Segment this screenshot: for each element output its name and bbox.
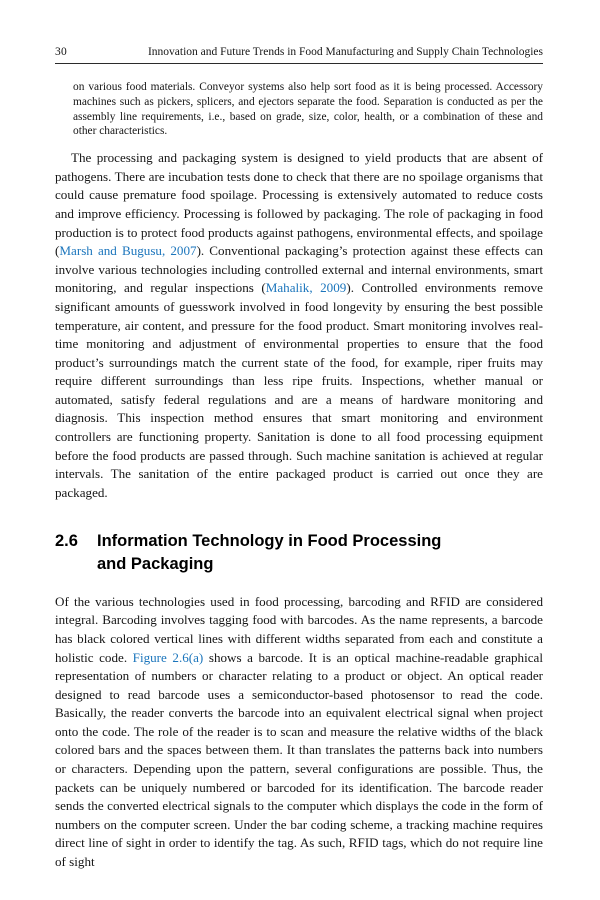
running-title: Innovation and Future Trends in Food Manufacturing and Supply Chain Technologies: [147, 46, 543, 58]
paragraph-text: shows a barcode. It is an optical machine-readable graphical representation of numbers or character relating to a product or object. An optical reader designed to read barcode uses a semiconductor-based photosensor to read the code. Basically, the reader converts the barcode into an equivalent electrical signal when project onto the code. The role of the reader is to scan and measure the relative widths of the black colored bars and the spaces between them. It than translates the patterns back into numbers or characters. Depending upon the pattern, several configurations are possible. Thus, the packets can be uniquely numbered or barcoded for its identification. The barcode reader sends the converted electrical signals to the computer which displays the code in the form of numbers on the computer screen. Under the bar coding scheme, a tracking machine requires direct line of sight in order to identify the tag. As such, RFID tags, which do not require line of sight: [55, 649, 543, 869]
quote-block: on various food materials. Conveyor systems also help sort food as it is being processed. Accessory machines such as pickers, splicers, and ejectors separate the food. Separation is conducted as per the assembly line requirements, i.e., based on grade, size, color, health, or a combination of these and other characteristics.: [73, 81, 543, 138]
page-number: 30: [55, 46, 67, 58]
paragraph-text: The processing and packaging system is designed to yield products that are absent of pathogens. There are incubation tests done to check that there are no spoilage organisms that could cause premature food spoilage. Processing is extensively automated to reduce costs and improve efficiency. Processing is followed by packaging. The role of packaging in food production is to protect food products against pathogens, environmental effects, and spoilage (: [55, 150, 543, 259]
section-title: Information Technology in Food Processing and Packaging: [97, 532, 442, 573]
section-number: 2.6: [55, 532, 78, 551]
paragraph-text: Of the various technologies used in food processing, barcoding and RFID are considered integral. Barcoding involves tagging food with barcodes. As the name represents, a barcode has black colored vertical lines with different widths separated from each and constitute a holistic code.: [55, 593, 543, 665]
citation-marsh-bugusu-link[interactable]: Marsh and Bugusu, 2007: [59, 243, 197, 259]
page-header: [55, 46, 543, 64]
citation-mahalik-link[interactable]: Mahalik, 2009: [265, 280, 347, 296]
paragraph-barcoding-rfid: [55, 593, 543, 872]
section-heading: [55, 530, 543, 575]
paragraph-text: ). Conventional packaging’s protection against these effects can involve various technologies including controlled external and internal environments, smart monitoring, and regular inspections (: [55, 243, 543, 296]
figure-2-6a-link[interactable]: Figure 2.6(a): [132, 649, 204, 665]
paragraph-text: ). Controlled environments remove significant amounts of guesswork involved in food longevity by ensuring the best possible temperature, air content, and pressure for the food product. Smart monitoring involves real-time monitoring and adjustment of environmental properties to ensure that the food product’s surroundings match the current state of the food, for example, riper fruits may require different surroundings than less ripe fruits. Inspections, whether manual or automated, satisfy federal regulations and are a means of hardware monitoring and diagnosis. This inspection method ensures that smart monitoring and environment controllers are functioning property. Sanitation is done to all food processing equipment before the food products are passed through. Such machine sanitation is achieved at regular intervals. The sanitation of the entire packaged product is carried out once they are packaged.: [55, 280, 543, 500]
paragraph-processing-packaging: [55, 149, 543, 502]
